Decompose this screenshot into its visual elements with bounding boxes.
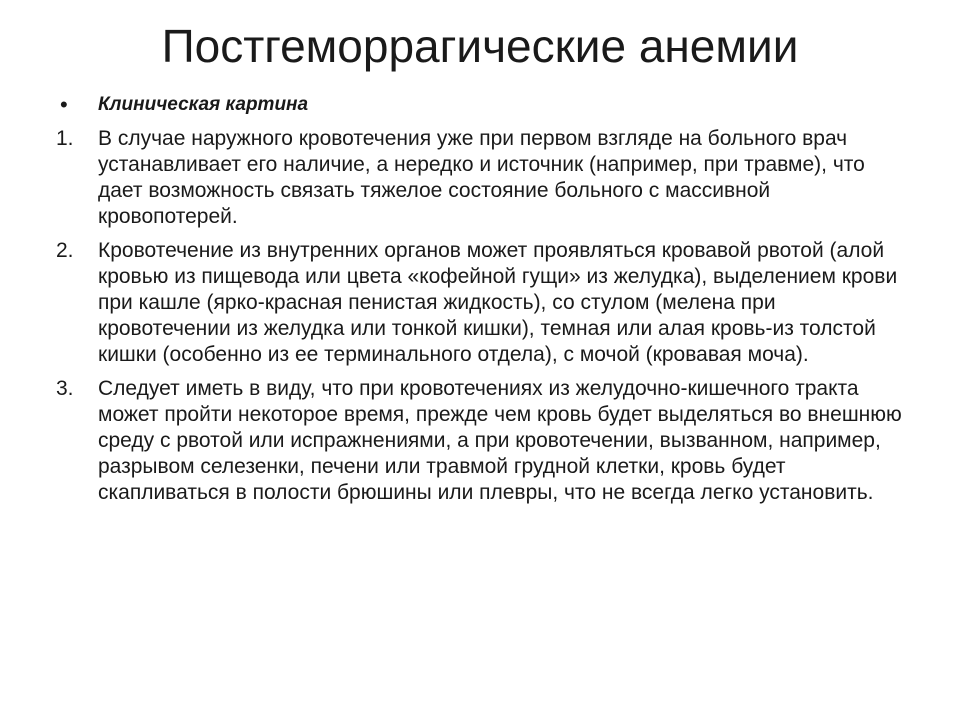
section-heading: Клиническая картина xyxy=(98,94,309,115)
list-item xyxy=(56,126,906,230)
list-item xyxy=(56,376,906,506)
bullet-item xyxy=(56,92,906,118)
list-item-text: Кровотечение из внутренних органов может проявляться кровавой рвотой (алой кровью из пищевода или цвета «кофейной гущи» из желудка), выделением крови при кашле (ярко-красная пенистая жидкость), со стулом (мелена при кровотечении из желудка или тонкой кишки), темная или алая кровь-из толстой кишки (особенно из ее терминального отдела), с мочой (кровавая моча). xyxy=(98,239,898,366)
list-item-text: В случае наружного кровотечения уже при первом взгляде на больного врач устанавливает его наличие, а нередко и источник (например, при травме), что дает возможность связать тяжелое состояние больного с массивной кровопотерей. xyxy=(98,127,865,228)
bullet-marker: • xyxy=(60,92,68,117)
list-item-number: 2. xyxy=(56,239,74,262)
list-item-number: 1. xyxy=(56,127,74,150)
slide-title: Постгеморрагические анемии xyxy=(161,20,799,72)
slide-content xyxy=(56,92,906,514)
list-item-text: Следует иметь в виду, что при кровотечениях из желудочно-кишечного тракта может пройти некоторое время, прежде чем кровь будет выделяться во внешнюю среду с рвотой или испражнениями, а при кровотечении, вызванном, например, разрывом селезенки, печени или травмой грудной клетки, кровь будет скапливаться в полости брюшины или плевры, что не всегда легко установить. xyxy=(98,377,902,504)
list-item-number: 3. xyxy=(56,377,74,400)
list-item xyxy=(56,238,906,368)
